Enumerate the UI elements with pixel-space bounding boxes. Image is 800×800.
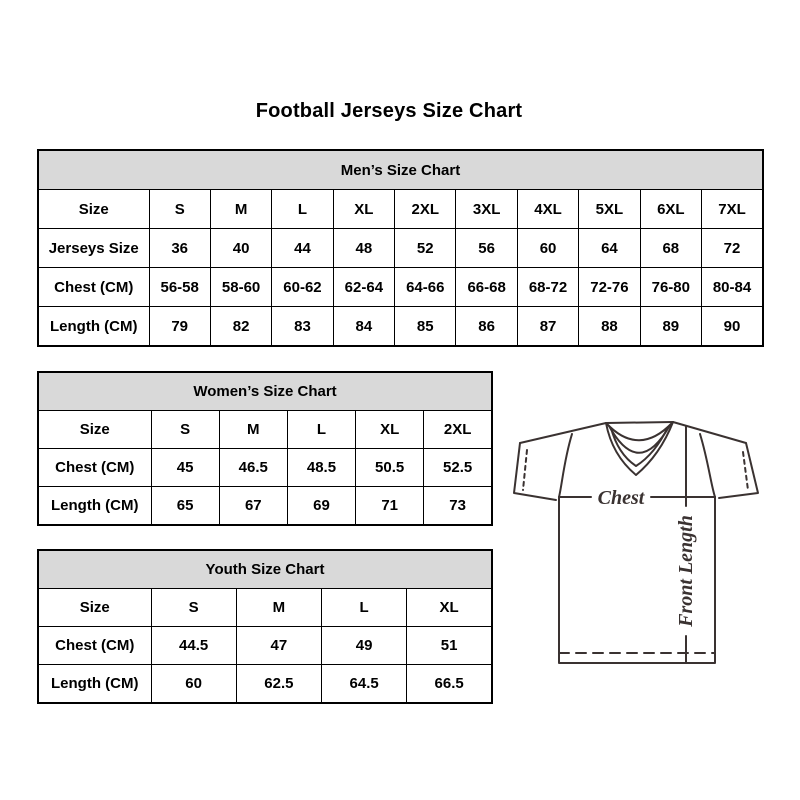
size-value-cell: 51 (407, 627, 492, 665)
jersey-measurement-diagram (500, 400, 770, 680)
left-cuff-dashed-line (523, 450, 527, 490)
size-value-cell: 60 (517, 229, 578, 268)
size-value-cell: L (287, 411, 355, 449)
table-row (38, 665, 492, 704)
left-sleeve-outline (514, 443, 556, 500)
size-value-cell: 2XL (395, 190, 456, 229)
size-value-cell: 60 (151, 665, 236, 704)
size-value-cell: M (219, 411, 287, 449)
size-value-cell: XL (356, 411, 424, 449)
collar-top-line (606, 422, 673, 423)
size-value-cell: 46.5 (219, 449, 287, 487)
size-value-cell: 48 (333, 229, 394, 268)
size-value-cell: M (236, 589, 321, 627)
size-value-cell: 47 (236, 627, 321, 665)
size-value-cell: S (149, 190, 210, 229)
mens-size-table (37, 149, 764, 347)
size-value-cell: 82 (210, 307, 271, 347)
size-value-cell: L (272, 190, 333, 229)
size-value-cell: 88 (579, 307, 640, 347)
page-title: Football Jerseys Size Chart (255, 100, 523, 122)
size-value-cell: 45 (151, 449, 219, 487)
size-value-cell: 40 (210, 229, 271, 268)
size-value-cell: 66-68 (456, 268, 517, 307)
womens-table-title: Women’s Size Chart (38, 372, 492, 411)
table-row (38, 268, 763, 307)
mens-table-title: Men’s Size Chart (38, 150, 763, 190)
size-value-cell: 64 (579, 229, 640, 268)
row-label: Chest (CM) (38, 449, 151, 487)
table-row (38, 487, 492, 526)
size-value-cell: 60-62 (272, 268, 333, 307)
size-value-cell: S (151, 589, 236, 627)
size-value-cell: 44 (272, 229, 333, 268)
size-value-cell: 90 (702, 307, 763, 347)
size-value-cell: 62.5 (236, 665, 321, 704)
row-label: Size (38, 190, 149, 229)
size-value-cell: 64.5 (322, 665, 407, 704)
size-value-cell: 62-64 (333, 268, 394, 307)
table-row (38, 449, 492, 487)
table-row (38, 229, 763, 268)
size-value-cell: 56-58 (149, 268, 210, 307)
size-value-cell: 71 (356, 487, 424, 526)
size-value-cell: 69 (287, 487, 355, 526)
youth-size-table (37, 549, 493, 704)
size-value-cell: 48.5 (287, 449, 355, 487)
size-value-cell: 66.5 (407, 665, 492, 704)
size-value-cell: 6XL (640, 190, 701, 229)
size-value-cell: 86 (456, 307, 517, 347)
size-value-cell: 80-84 (702, 268, 763, 307)
size-value-cell: 72 (702, 229, 763, 268)
size-value-cell: 65 (151, 487, 219, 526)
row-label: Chest (CM) (38, 627, 151, 665)
size-value-cell: XL (333, 190, 394, 229)
table-row (38, 627, 492, 665)
size-value-cell: S (151, 411, 219, 449)
size-value-cell: 7XL (702, 190, 763, 229)
size-value-cell: M (210, 190, 271, 229)
size-value-cell: 50.5 (356, 449, 424, 487)
right-cuff-dashed-line (743, 452, 748, 490)
size-value-cell: 67 (219, 487, 287, 526)
size-value-cell: 79 (149, 307, 210, 347)
size-value-cell: 2XL (424, 411, 492, 449)
size-value-cell: 68 (640, 229, 701, 268)
size-value-cell: 4XL (517, 190, 578, 229)
row-label: Length (CM) (38, 665, 151, 704)
row-label: Length (CM) (38, 487, 151, 526)
size-value-cell: 5XL (579, 190, 640, 229)
row-label: Size (38, 411, 151, 449)
left-sleeve-seam (559, 434, 572, 497)
size-value-cell: 49 (322, 627, 407, 665)
size-value-cell: 44.5 (151, 627, 236, 665)
size-value-cell: 84 (333, 307, 394, 347)
size-value-cell: 3XL (456, 190, 517, 229)
size-value-cell: 76-80 (640, 268, 701, 307)
row-label: Size (38, 589, 151, 627)
size-value-cell: 68-72 (517, 268, 578, 307)
size-value-cell: 73 (424, 487, 492, 526)
size-value-cell: 58-60 (210, 268, 271, 307)
right-shoulder-line (673, 422, 746, 443)
size-value-cell: 36 (149, 229, 210, 268)
size-value-cell: XL (407, 589, 492, 627)
size-value-cell: 89 (640, 307, 701, 347)
womens-size-table (37, 371, 493, 526)
chest-label: Chest (597, 487, 645, 509)
row-label: Jerseys Size (38, 229, 149, 268)
left-shoulder-line (520, 423, 606, 443)
size-value-cell: 85 (395, 307, 456, 347)
size-value-cell: 52.5 (424, 449, 492, 487)
size-value-cell: 72-76 (579, 268, 640, 307)
front-length-label: Front Length (675, 515, 697, 627)
table-row (38, 589, 492, 627)
table-row (38, 190, 763, 229)
size-value-cell: 52 (395, 229, 456, 268)
right-sleeve-seam (700, 434, 715, 497)
table-row (38, 411, 492, 449)
right-sleeve-outline (719, 443, 758, 498)
size-value-cell: 56 (456, 229, 517, 268)
row-label: Chest (CM) (38, 268, 149, 307)
row-label: Length (CM) (38, 307, 149, 347)
size-value-cell: L (322, 589, 407, 627)
size-value-cell: 83 (272, 307, 333, 347)
youth-table-title: Youth Size Chart (38, 550, 492, 589)
table-row (38, 307, 763, 347)
size-value-cell: 87 (517, 307, 578, 347)
size-value-cell: 64-66 (395, 268, 456, 307)
